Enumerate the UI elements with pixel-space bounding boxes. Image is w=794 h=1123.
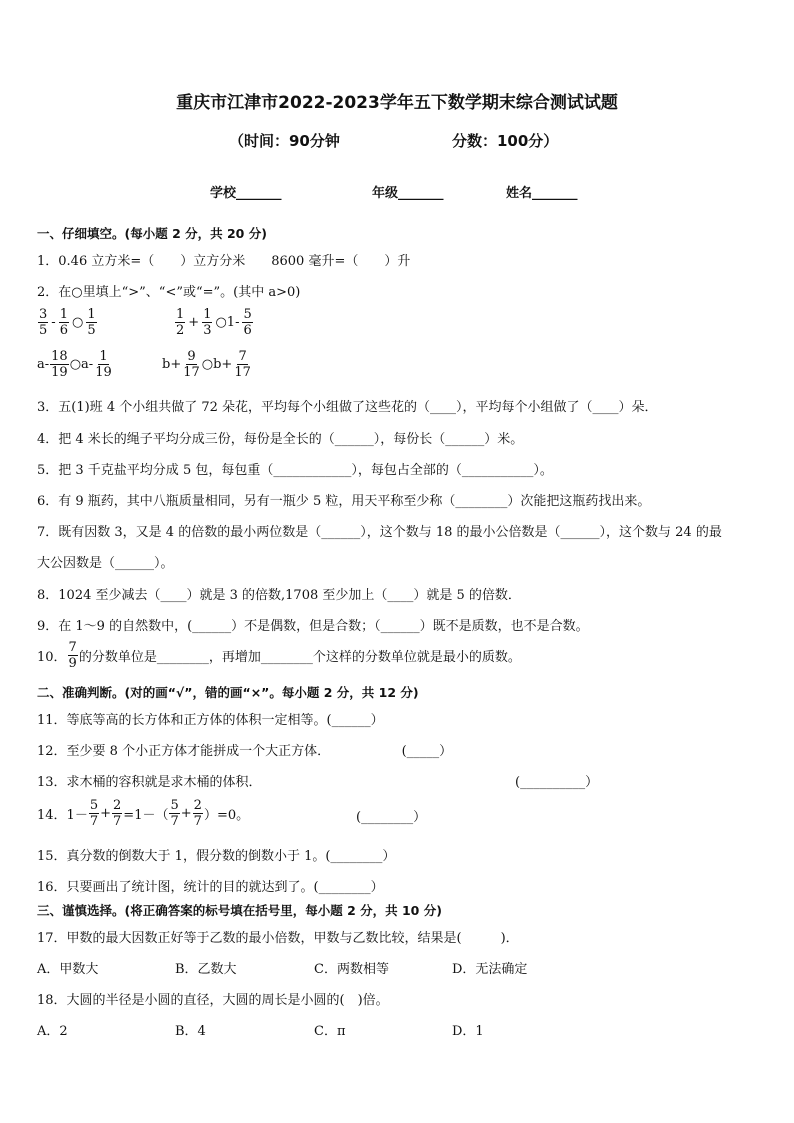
question-5: 5．把 3 千克盐平均分成 5 包，每包重（____________），每包占全部的（___________）。 [37,463,553,478]
fraction: $\frac{1}{3}$ [203,307,212,338]
question-2-item-a: $\frac{3}{5}$ - $\frac{1}{6}$ ○ $\frac{1}{5}$ [39,307,96,338]
question-13: 13．求木桶的容积就是求木桶的体积． (__________） [37,775,599,790]
question-8: 8．1024 至少减去（____）就是 3 的倍数,1708 至少加上（____）就是 5 的倍数． [37,588,521,603]
question-9: 9．在 1～9 的自然数中，(______）不是偶数，但是合数；（______）既不是质数，也不是合数。 [37,619,589,634]
fraction: $\frac{2}{7}$ [193,798,202,829]
fraction: $\frac{3}{5}$ [39,307,48,338]
q17-option-a: A．甲数大 [37,962,99,977]
q17-option-d: D．无法确定 [452,962,528,977]
fraction: $\frac{7}{9}$ [68,640,77,671]
question-7-cont: 大公因数是（______）。 [37,556,174,571]
question-3: 3．五(1)班 4 个小组共做了 72 朵花，平均每个小组做了这些花的（____），平均每个小组做了（____）朵． [37,400,658,415]
question-15: 15．真分数的倒数大于 1，假分数的倒数小于 1。(________） [37,849,396,864]
question-2-item-d: b+ $\frac{9}{17}$ ○b+ $\frac{7}{17}$ [162,349,251,380]
question-11: 11．等底等高的长方体和正方体的体积一定相等。(______） [37,713,384,728]
fraction: $\frac{9}{17}$ [183,349,200,380]
compare-circle: ○1- [215,315,240,330]
fraction: $\frac{5}{6}$ [243,307,252,338]
q18-option-b: B．4 [175,1024,206,1039]
fraction: $\frac{1}{5}$ [87,307,96,338]
question-1: 1．0.46 立方米=（ ）立方分米 8600 毫升=（ ）升 [37,254,411,269]
exam-time: （时间：90分钟 [229,132,340,150]
school-field: 学校_______ [210,186,282,201]
question-2-item-b: $\frac{1}{2}$ + $\frac{1}{3}$ ○1- $\frac{5}{6}$ [176,307,252,338]
question-18: 18．大圆的半径是小圆的直径，大圆的周长是小圆的( )倍。 [37,993,389,1008]
question-4: 4．把 4 米长的绳子平均分成三份，每份是全长的（______），每份长（______）米。 [37,432,524,447]
fraction: $\frac{5}{7}$ [89,798,99,829]
section-3-heading: 三、谨慎选择。(将正确答案的标号填在括号里，每小题 2 分，共 10 分) [37,903,442,918]
fraction: $\frac{1}{19}$ [95,349,112,380]
fraction: $\frac{1}{2}$ [176,307,185,338]
grade-field: 年级_______ [372,186,444,201]
q18-option-a: A．2 [37,1024,68,1039]
page-title: 重庆市江津市2022-2023学年五下数学期末综合测试试题 [176,93,618,113]
question-2-item-c: a- $\frac{18}{19}$ ○a- $\frac{1}{19}$ [37,349,112,380]
question-2: 2．在○里填上“>”、“<”或“=”。(其中 a>0) [37,285,301,300]
exam-score: 分数：100分） [452,132,559,150]
name-field: 姓名_______ [506,186,578,201]
question-6: 6．有 9 瓶药，其中八瓶质量相同，另有一瓶少 5 粒，用天平称至少称（________）次能把这瓶药找出来。 [37,494,651,509]
question-12: 12．至少要 8 个小正方体才能拼成一个大正方体． (_____） [37,744,453,759]
question-7: 7．既有因数 3，又是 4 的倍数的最小两位数是（______），这个数与 18 的最小公倍数是（______），这个数与 24 的最 [37,525,722,540]
fraction: $\frac{5}{7}$ [170,798,179,829]
fraction: $\frac{7}{17}$ [234,349,251,380]
section-1-heading: 一、仔细填空。(每小题 2 分，共 20 分) [37,226,267,241]
q18-option-c: C．π [314,1024,346,1039]
compare-circle: ○ [71,315,84,330]
question-16: 16．只要画出了统计图，统计的目的就达到了。(________） [37,880,384,895]
question-17: 17．甲数的最大因数正好等于乙数的最小倍数，甲数与乙数比较，结果是( )． [37,931,519,946]
fraction: $\frac{18}{19}$ [51,349,68,380]
q17-option-c: C．两数相等 [314,962,389,977]
fraction: $\frac{1}{6}$ [59,307,68,338]
fraction: $\frac{2}{7}$ [113,798,122,829]
q18-option-d: D．1 [452,1024,484,1039]
q17-option-b: B．乙数大 [175,962,237,977]
question-14-blank: (________） [356,810,427,825]
question-14: 14．1－ $\frac{5}{7}$ + $\frac{2}{7}$ =1－（ $\frac{5}{7}$ + $\frac{2}{7}$ ）=0。 [37,798,250,829]
compare-circle: ○b+ [201,357,233,372]
question-10: 10． $\frac{7}{9}$ 的分数单位是________，再增加________个这样的分数单位就是最小的质数。 [37,640,521,671]
section-2-heading: 二、准确判断。(对的画“√”，错的画“×”。每小题 2 分，共 12 分) [37,685,419,700]
compare-circle: ○a- [69,357,94,372]
